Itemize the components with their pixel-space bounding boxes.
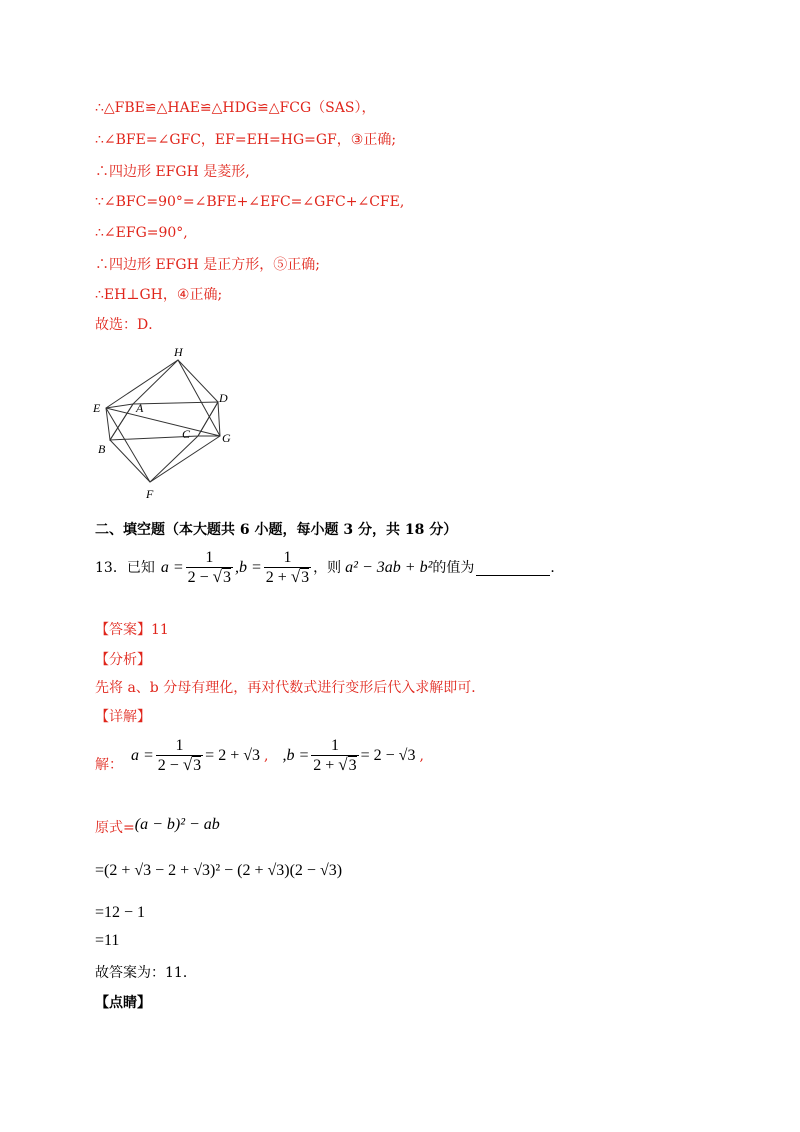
section-heading: 二、填空题（本大题共 6 小题，每小题 3 分，共 18 分）: [95, 522, 458, 538]
label-G: G: [222, 431, 231, 445]
solution-line-3: ∴四边形 EFGH 是菱形,: [95, 164, 250, 180]
label-E: E: [93, 401, 101, 415]
solution-fractions: 解： a = $\frac{1}{2 - √3}$ = 2 + √3 , ,b = $\frac{1}{2 + √3}$ = 2 − √3 ,: [95, 737, 424, 774]
dianjing-tag: 【点睛】: [95, 995, 151, 1011]
b-lhs: ,b =: [235, 559, 262, 576]
then-text: ，则: [313, 560, 342, 576]
b-result: = 2 − √3: [360, 747, 416, 764]
question-13: 13．已知 a = $\frac{1}{2 - √3}$ ,b = $\frac{1}{2 + √3}$ ，则 a² − 3ab + b² 的值为 ．: [95, 549, 565, 586]
original-expression: 原式= (a − b)² − ab: [95, 816, 220, 836]
solution-line-7: ∴EH⊥GH，④正确;: [95, 287, 223, 303]
answer-blank: [476, 561, 550, 576]
analysis-tag: 【分析】: [95, 652, 151, 668]
analysis-text: 先将 a、b 分母有理化，再对代数式进行变形后代入求解即可．: [95, 680, 486, 696]
solution-line-4: ∵∠BFC=90°=∠BFE+∠EFC=∠GFC+∠CFE,: [95, 194, 405, 210]
step-2: =12 − 1: [95, 904, 146, 921]
a-result: = 2 + √3: [205, 747, 260, 764]
b-fraction: $\frac{1}{2 + √3}$: [265, 549, 310, 586]
solution-line-5: ∴∠EFG=90°,: [95, 225, 188, 241]
label-F: F: [146, 487, 154, 501]
a-fraction: $\frac{1}{2 - √3}$: [187, 549, 231, 586]
final-answer: 故答案为：11．: [95, 965, 197, 981]
solution-line-8: 故选：D．: [95, 317, 163, 333]
solution-line-1: ∴△FBE≌△HAE≌△HDG≌△FCG（SAS），: [95, 100, 376, 116]
solution-line-6: ∴四边形 EFGH 是正方形，⑤正确;: [95, 257, 320, 273]
yuanshi-expr: (a − b)² − ab: [134, 816, 220, 833]
geometry-figure: [88, 340, 248, 505]
label-B: B: [98, 442, 106, 456]
target-expression: a² − 3ab + b²: [345, 559, 433, 576]
jie-label: 解：: [95, 757, 123, 773]
step-1: =(2 + √3 − 2 + √3)² − (2 + √3)(2 − √3): [95, 862, 343, 879]
a-rationalize: $\frac{1}{2 - √3}$: [157, 737, 202, 774]
b-rationalize: $\frac{1}{2 + √3}$: [313, 737, 357, 774]
label-H: H: [174, 345, 183, 359]
label-D: D: [219, 391, 228, 405]
a-lhs: a =: [160, 559, 184, 576]
label-C: C: [182, 427, 191, 441]
detail-tag: 【详解】: [95, 709, 151, 725]
question-number: 13．已知: [95, 560, 155, 576]
solution-line-2: ∴∠BFE=∠GFC，EF=EH=HG=GF，③正确;: [95, 132, 397, 148]
step-3: =11: [95, 932, 120, 949]
tail-text: 的值为: [432, 560, 475, 576]
answer-tag: 【答案】11: [95, 622, 169, 638]
label-A: A: [136, 401, 144, 415]
